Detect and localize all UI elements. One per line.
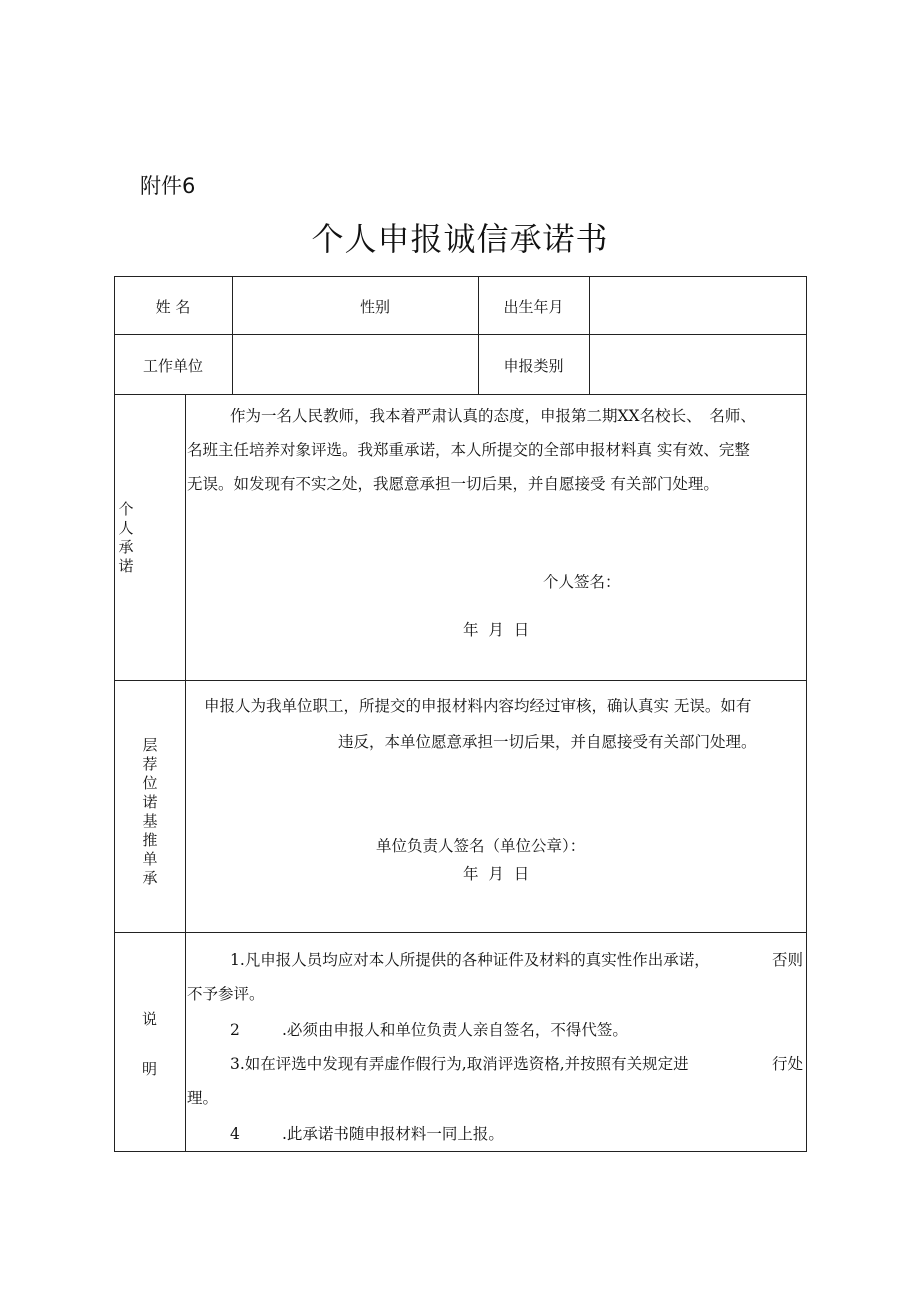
unit-pledge-label-col1: 层荐位诺: [142, 736, 158, 811]
personal-pledge-label: 个人承诺: [118, 500, 134, 575]
gender-field[interactable]: [400, 280, 476, 332]
page-title: 个人申报诚信承诺书: [311, 220, 609, 258]
name-label: 姓 名: [155, 298, 191, 316]
notes-label-2: 明: [141, 1060, 157, 1078]
table-border-top: [114, 276, 807, 277]
birth-date-field[interactable]: [591, 280, 804, 332]
personal-signature-label: 个人签名：: [543, 573, 621, 591]
unit-signature-label: 单位负责人签名（单位公章）：: [376, 837, 586, 855]
note-item-2-number: 2: [230, 1021, 240, 1039]
row-divider: [114, 932, 807, 933]
personal-pledge-line-2: 名班主任培养对象评选。我郑重承诺，本人所提交的全部申报材料真 实有效、完整: [187, 441, 750, 459]
name-field[interactable]: [234, 280, 294, 332]
work-unit-field[interactable]: [234, 338, 476, 392]
note-item-3-tail: 行处: [772, 1055, 804, 1073]
application-category-field[interactable]: [591, 338, 804, 392]
unit-pledge-label-col2: 基推单承: [142, 812, 158, 887]
notes-label-1: 说: [141, 1010, 157, 1028]
work-unit-label: 工作单位: [142, 357, 203, 375]
note-item-2: .必须由申报人和单位负责人亲自签名，不得代签。: [282, 1021, 628, 1039]
row-divider: [114, 680, 807, 681]
column-divider: [232, 276, 233, 394]
note-item-3-continued: 理。: [187, 1089, 219, 1107]
note-item-4-number: 4: [230, 1125, 240, 1143]
unit-pledge-line-2: 违反，本单位愿意承担一切后果，并自愿接受有关部门处理。: [338, 733, 757, 751]
column-divider: [478, 276, 479, 394]
personal-pledge-line-3: 无误。如发现有不实之处，我愿意承担一切后果，并自愿接受 有关部门处理。: [187, 475, 719, 493]
birth-label: 出生年月: [503, 298, 564, 316]
unit-date-label: 年 月 日: [463, 865, 530, 883]
note-item-4: .此承诺书随申报材料一同上报。: [282, 1125, 504, 1143]
note-item-1: 1.凡申报人员均应对本人所提供的各种证件及材料的真实性作出承诺，: [230, 951, 710, 969]
column-divider: [185, 394, 186, 1152]
personal-date-label: 年 月 日: [463, 621, 530, 639]
note-item-1-continued: 不予参评。: [187, 985, 265, 1003]
row-divider: [114, 334, 807, 335]
table-border-right: [806, 276, 807, 1152]
column-divider: [589, 276, 590, 394]
row-divider: [114, 394, 807, 395]
note-item-3: 3.如在评选中发现有弄虚作假行为,取消评选资格,并按照有关规定进: [230, 1055, 689, 1073]
attachment-label: 附件6: [140, 174, 196, 198]
application-category-label: 申报类别: [503, 357, 564, 375]
personal-pledge-line-1: 作为一名人民教师，我本着严肃认真的态度，申报第二期XX名校长、 名师、: [230, 407, 756, 425]
unit-pledge-line-1: 申报人为我单位职工，所提交的申报材料内容均经过审核，确认真实 无误。如有: [204, 697, 752, 715]
note-item-1-tail: 否则: [772, 951, 804, 969]
gender-label: 性别: [359, 298, 390, 316]
